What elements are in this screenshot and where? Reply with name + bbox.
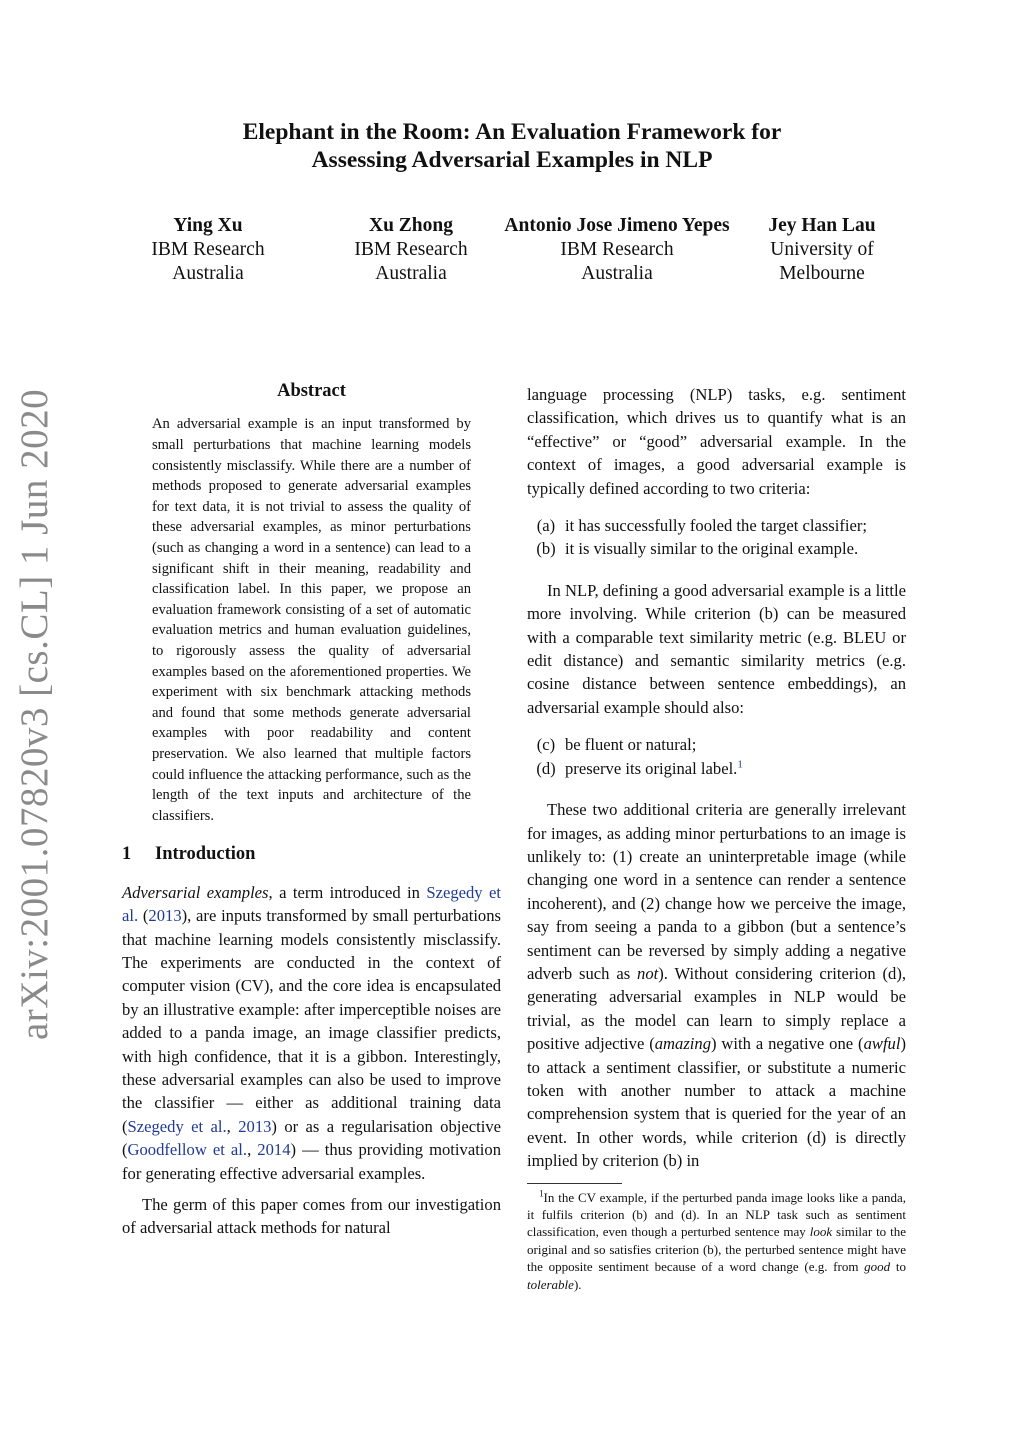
list-item-text: preserve its original label.$^1$ <box>565 758 743 778</box>
citation-link[interactable]: Szegedy et al. <box>127 1116 227 1136</box>
right-paragraph-3: These two additional criteria are generally irrelevant for images, as adding minor perturbations to an image is unlikely to: (1) create an uninterpretable image (while changing one word in a sentence can render a sentence incoherent), and (2) change how we perceive the image, say from seeing a panda to a gibbon (but a sentence’s sentiment can be reversed by simply adding a negative adverb such as not). Without considering criterion (d), generating adversarial examples in NLP would be trivial, as the model can learn to simply replace a positive adjective (amazing) with a negative one (awful) to attack a sentiment classifier, or substitute a numeric token with another number to attack a machine comprehension system that is queried for the year of an event. In other words, while criterion (d) is directly implied by criterion (b) in <box>527 800 906 1171</box>
author-name: Ying Xu <box>173 215 243 236</box>
author-affiliation: University of <box>770 239 874 260</box>
list-item <box>527 733 906 756</box>
right-column <box>527 383 906 1293</box>
author-name: Xu Zhong <box>369 215 453 236</box>
author-name: Jey Han Lau <box>768 215 876 236</box>
list-item <box>527 537 906 560</box>
right-paragraph-1: language processing (NLP) tasks, e.g. sentiment classification, which drives us to quantify what is an “effective” or “good” adversarial example. In the context of images, a good adversarial example is typically defined according to two criteria: <box>527 385 906 498</box>
title-line-1: Elephant in the Room: An Evaluation Framework for <box>242 119 782 145</box>
criteria-list-ab <box>527 514 906 561</box>
abstract-heading: Abstract <box>277 381 346 401</box>
author-affiliation: IBM Research <box>354 239 468 260</box>
right-paragraph-2: In NLP, defining a good adversarial example is a little more involving. While criterion (b) can be measured with a comparable text similarity metric (e.g. BLEU or edit distance) and semantic similarity metrics (e.g. cosine distance between sentence embeddings), an adversarial example should also: <box>527 580 906 717</box>
list-item-label: (b) <box>536 539 556 559</box>
list-item-label: (d) <box>536 758 556 778</box>
section-title: Introduction <box>155 844 256 865</box>
author-affiliation: IBM Research <box>560 239 674 260</box>
abstract-text: An adversarial example is an input transformed by small perturbations that machine learning models consistently misclassify. While there are a number of methods proposed to generate adversarial examples for text data, it is not trivial to assess the quality of these adversarial examples, as minor perturbations (such as changing a word in a sentence) can lead to a significant shift in their meaning, readability and classification label. In this paper, we propose an evaluation framework consisting of a set of automatic evaluation metrics and human evaluation guidelines, to rigorously assess the quality of adversarial examples based on the aforementioned properties. We experiment with six benchmark attacking methods and found that some methods generate adversarial examples with poor readability and content preservation. We also learned that multiple factors could influence the attacking performance, such as the length of the text inputs and architecture of the classifiers. <box>152 416 471 824</box>
citation-year-link[interactable]: 2014 <box>257 1140 291 1160</box>
footnote-mark: 1 <box>539 1188 544 1199</box>
section-number: 1 <box>122 844 132 865</box>
list-item-label: (a) <box>536 516 556 536</box>
criteria-list-cd <box>527 733 906 780</box>
author-affiliation-location: Melbourne <box>779 263 865 284</box>
author-block <box>331 214 491 286</box>
intro-paragraph-1: Adversarial examples, a term introduced in Szegedy et al. (2013), are inputs transformed by small perturbations that machine learning models consistently misclassify. The experiments are conducted in the context of computer vision (CV), and the core idea is encapsulated by an illustrative example: after imperceptible noises are added to a panda image, an image classifier predicts, with high confidence, that it is a gibbon. Interestingly, these adversarial examples can also be used to improve the classifier — either as additional training data (Szegedy et al., 2013) or as a regularisation objective (Goodfellow et al., 2014) — thus providing motivation for generating effective adversarial examples. <box>122 882 502 1183</box>
arxiv-identifier-stamp: arXiv:2001.07820v3 [cs.CL] 1 Jun 2020 <box>13 388 56 1040</box>
paper-title <box>0 118 1024 174</box>
title-line-2: Assessing Adversarial Examples in NLP <box>311 147 713 173</box>
intro-paragraph-2: The germ of this paper comes from our investigation of adversarial attack methods for natural <box>122 1194 501 1238</box>
footnote-divider <box>527 1183 622 1184</box>
footnote: $^1$In the CV example, if the perturbed panda image looks like a panda, it fulfils criterion (b) and (d). In an NLP task such as sentiment classification, even though a perturbed sentence may look similar to the original and so satisfies criterion (b), the perturbed sentence might have the opposite sentiment because of a word change (e.g. from good to tolerable). <box>527 1188 906 1292</box>
list-item-label: (c) <box>536 735 556 755</box>
list-item-text: it is visually similar to the original example. <box>565 539 859 559</box>
citation-link[interactable]: Goodfellow et al. <box>127 1140 248 1160</box>
author-affiliation-location: Australia <box>581 263 653 284</box>
section-heading-introduction <box>122 843 501 866</box>
footnote-reference-link[interactable]: 1 <box>737 758 743 771</box>
author-block <box>492 214 742 286</box>
author-block <box>128 214 288 286</box>
list-item <box>527 757 906 780</box>
author-affiliation: IBM Research <box>151 239 265 260</box>
author-block <box>747 214 897 286</box>
left-column <box>122 380 501 1240</box>
citation-year-link[interactable]: 2013 <box>238 1116 272 1136</box>
citation-link[interactable]: Szegedy et al. <box>122 882 501 926</box>
emphasis-term: Adversarial examples <box>122 882 269 902</box>
author-affiliation-location: Australia <box>375 263 447 284</box>
list-item-text: it has successfully fooled the target classifier; <box>565 516 867 536</box>
list-item <box>527 514 906 537</box>
author-affiliation-location: Australia <box>172 263 244 284</box>
citation-year-link[interactable]: 2013 <box>148 906 182 926</box>
list-item-text: be fluent or natural; <box>565 735 697 755</box>
author-name: Antonio Jose Jimeno Yepes <box>504 215 730 236</box>
